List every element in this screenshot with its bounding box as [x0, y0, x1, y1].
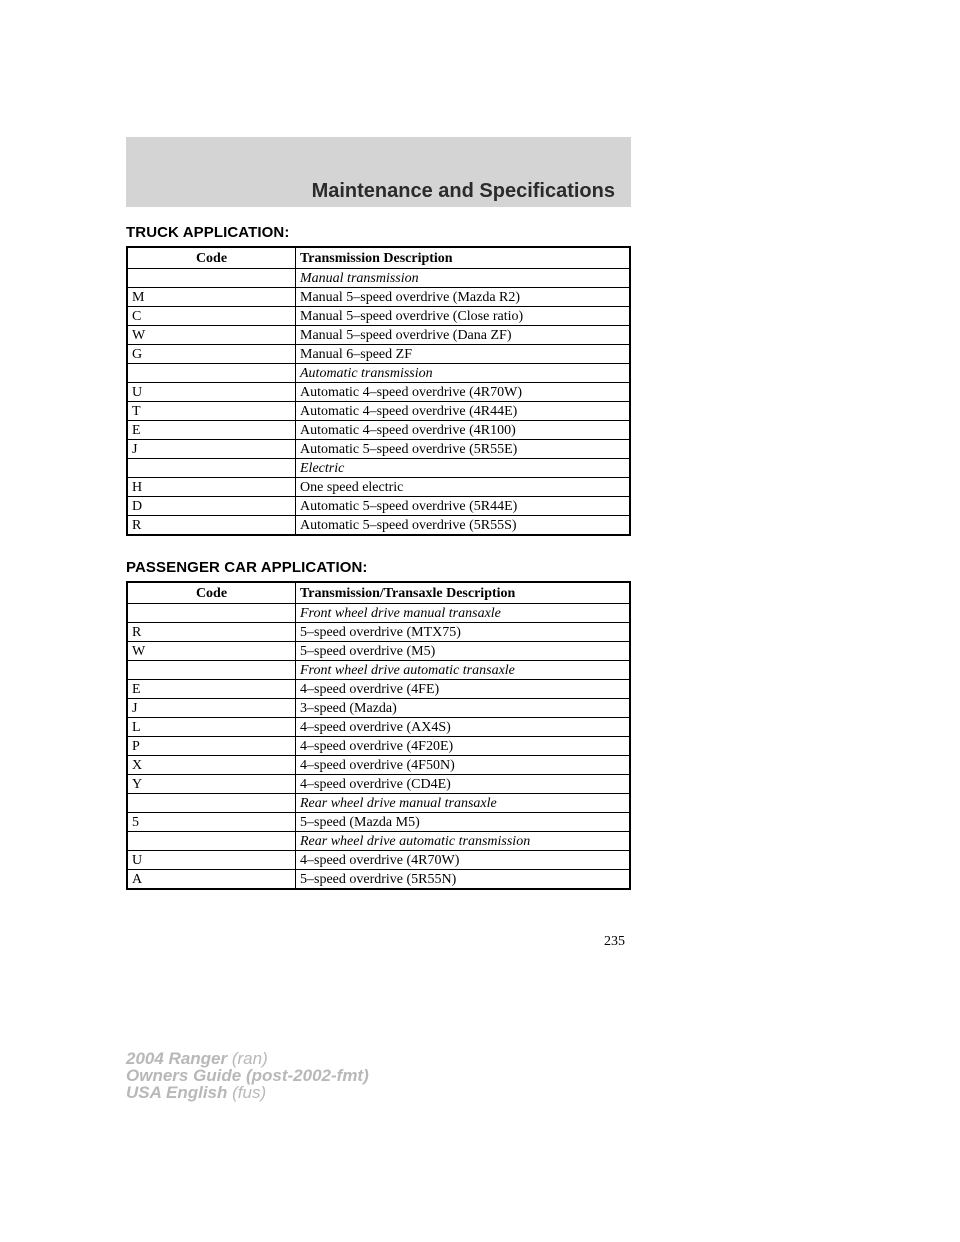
column-header-code: Code — [127, 582, 296, 604]
code-cell: Y — [127, 775, 296, 794]
code-cell: P — [127, 737, 296, 756]
table-row — [127, 326, 630, 345]
table-row — [127, 699, 630, 718]
code-cell — [127, 794, 296, 813]
table-header-row — [127, 247, 630, 269]
table-row — [127, 680, 630, 699]
description-cell: Automatic 4–speed overdrive (4R44E) — [296, 402, 631, 421]
code-cell: D — [127, 497, 296, 516]
table-row — [127, 718, 630, 737]
page-number: 235 — [604, 934, 625, 949]
description-cell: Manual 5–speed overdrive (Mazda R2) — [296, 288, 631, 307]
description-cell: 4–speed overdrive (AX4S) — [296, 718, 631, 737]
description-cell: 5–speed overdrive (MTX75) — [296, 623, 631, 642]
table-row — [127, 478, 630, 497]
code-cell — [127, 604, 296, 623]
code-cell: H — [127, 478, 296, 497]
category-cell: Front wheel drive manual transaxle — [296, 604, 631, 623]
table-subheading-row — [127, 604, 630, 623]
table-row — [127, 756, 630, 775]
truck-application-heading: TRUCK APPLICATION: — [126, 224, 290, 241]
table-subheading-row — [127, 794, 630, 813]
table-subheading-row — [127, 661, 630, 680]
table-subheading-row — [127, 364, 630, 383]
code-cell — [127, 661, 296, 680]
description-cell: Manual 6–speed ZF — [296, 345, 631, 364]
truck-transmission-table — [126, 246, 631, 536]
column-header-description: Transmission/Transaxle Description — [300, 585, 516, 601]
code-cell: R — [127, 516, 296, 536]
table-header-row — [127, 582, 630, 604]
description-cell: 4–speed overdrive (4F50N) — [296, 756, 631, 775]
footer-guide: Owners Guide (post-2002-fmt) — [126, 1066, 369, 1085]
code-cell — [127, 459, 296, 478]
category-cell: Rear wheel drive automatic transmission — [296, 832, 631, 851]
description-cell: 4–speed overdrive (CD4E) — [296, 775, 631, 794]
description-cell: 4–speed overdrive (4F20E) — [296, 737, 631, 756]
code-cell: A — [127, 870, 296, 890]
category-cell: Electric — [296, 459, 631, 478]
code-cell: J — [127, 440, 296, 459]
table-row — [127, 288, 630, 307]
description-cell: Automatic 5–speed overdrive (5R55E) — [296, 440, 631, 459]
passenger-table-body — [127, 604, 630, 890]
code-cell: W — [127, 642, 296, 661]
description-cell: 5–speed overdrive (M5) — [296, 642, 631, 661]
table-row — [127, 642, 630, 661]
category-cell: Manual transmission — [296, 269, 631, 288]
table-row — [127, 402, 630, 421]
code-cell: G — [127, 345, 296, 364]
code-cell: C — [127, 307, 296, 326]
footer-model-code: (ran) — [231, 1049, 268, 1068]
table-subheading-row — [127, 269, 630, 288]
code-cell: 5 — [127, 813, 296, 832]
category-cell: Front wheel drive automatic transaxle — [296, 661, 631, 680]
description-cell: Manual 5–speed overdrive (Dana ZF) — [296, 326, 631, 345]
column-header-description: Transmission Description — [300, 250, 453, 266]
footer-line-language — [126, 1084, 369, 1101]
document-footer — [126, 1050, 369, 1101]
truck-table-body — [127, 269, 630, 536]
table-row — [127, 383, 630, 402]
column-header-code: Code — [127, 247, 296, 269]
code-cell: J — [127, 699, 296, 718]
description-cell: 5–speed (Mazda M5) — [296, 813, 631, 832]
code-cell: E — [127, 680, 296, 699]
footer-language: USA English — [126, 1083, 228, 1102]
table-row — [127, 737, 630, 756]
description-cell: 4–speed overdrive (4R70W) — [296, 851, 631, 870]
code-cell — [127, 832, 296, 851]
description-cell: 5–speed overdrive (5R55N) — [296, 870, 631, 890]
table-row — [127, 440, 630, 459]
code-cell: L — [127, 718, 296, 737]
table-row — [127, 870, 630, 890]
table-subheading-row — [127, 459, 630, 478]
description-cell: Manual 5–speed overdrive (Close ratio) — [296, 307, 631, 326]
description-cell: Automatic 4–speed overdrive (4R70W) — [296, 383, 631, 402]
passenger-car-application-heading: PASSENGER CAR APPLICATION: — [126, 559, 368, 576]
description-cell: Automatic 5–speed overdrive (5R44E) — [296, 497, 631, 516]
footer-line-model — [126, 1050, 369, 1067]
table-row — [127, 623, 630, 642]
code-cell — [127, 269, 296, 288]
code-cell: U — [127, 383, 296, 402]
description-cell: One speed electric — [296, 478, 631, 497]
description-cell: Automatic 4–speed overdrive (4R100) — [296, 421, 631, 440]
table-row — [127, 345, 630, 364]
table-row — [127, 516, 630, 536]
footer-language-code: (fus) — [232, 1083, 267, 1102]
code-cell: R — [127, 623, 296, 642]
table-row — [127, 775, 630, 794]
section-header-band — [126, 137, 631, 207]
code-cell: E — [127, 421, 296, 440]
category-cell: Rear wheel drive manual transaxle — [296, 794, 631, 813]
code-cell: U — [127, 851, 296, 870]
table-subheading-row — [127, 832, 630, 851]
table-row — [127, 851, 630, 870]
table-row — [127, 497, 630, 516]
code-cell: M — [127, 288, 296, 307]
footer-model: 2004 Ranger — [126, 1049, 228, 1068]
passenger-transmission-table — [126, 581, 631, 890]
code-cell — [127, 364, 296, 383]
category-cell: Automatic transmission — [296, 364, 631, 383]
code-cell: X — [127, 756, 296, 775]
description-cell: Automatic 5–speed overdrive (5R55S) — [296, 516, 631, 536]
table-row — [127, 813, 630, 832]
description-cell: 4–speed overdrive (4FE) — [296, 680, 631, 699]
code-cell: W — [127, 326, 296, 345]
section-title: Maintenance and Specifications — [311, 180, 615, 202]
table-row — [127, 421, 630, 440]
code-cell: T — [127, 402, 296, 421]
table-row — [127, 307, 630, 326]
description-cell: 3–speed (Mazda) — [296, 699, 631, 718]
